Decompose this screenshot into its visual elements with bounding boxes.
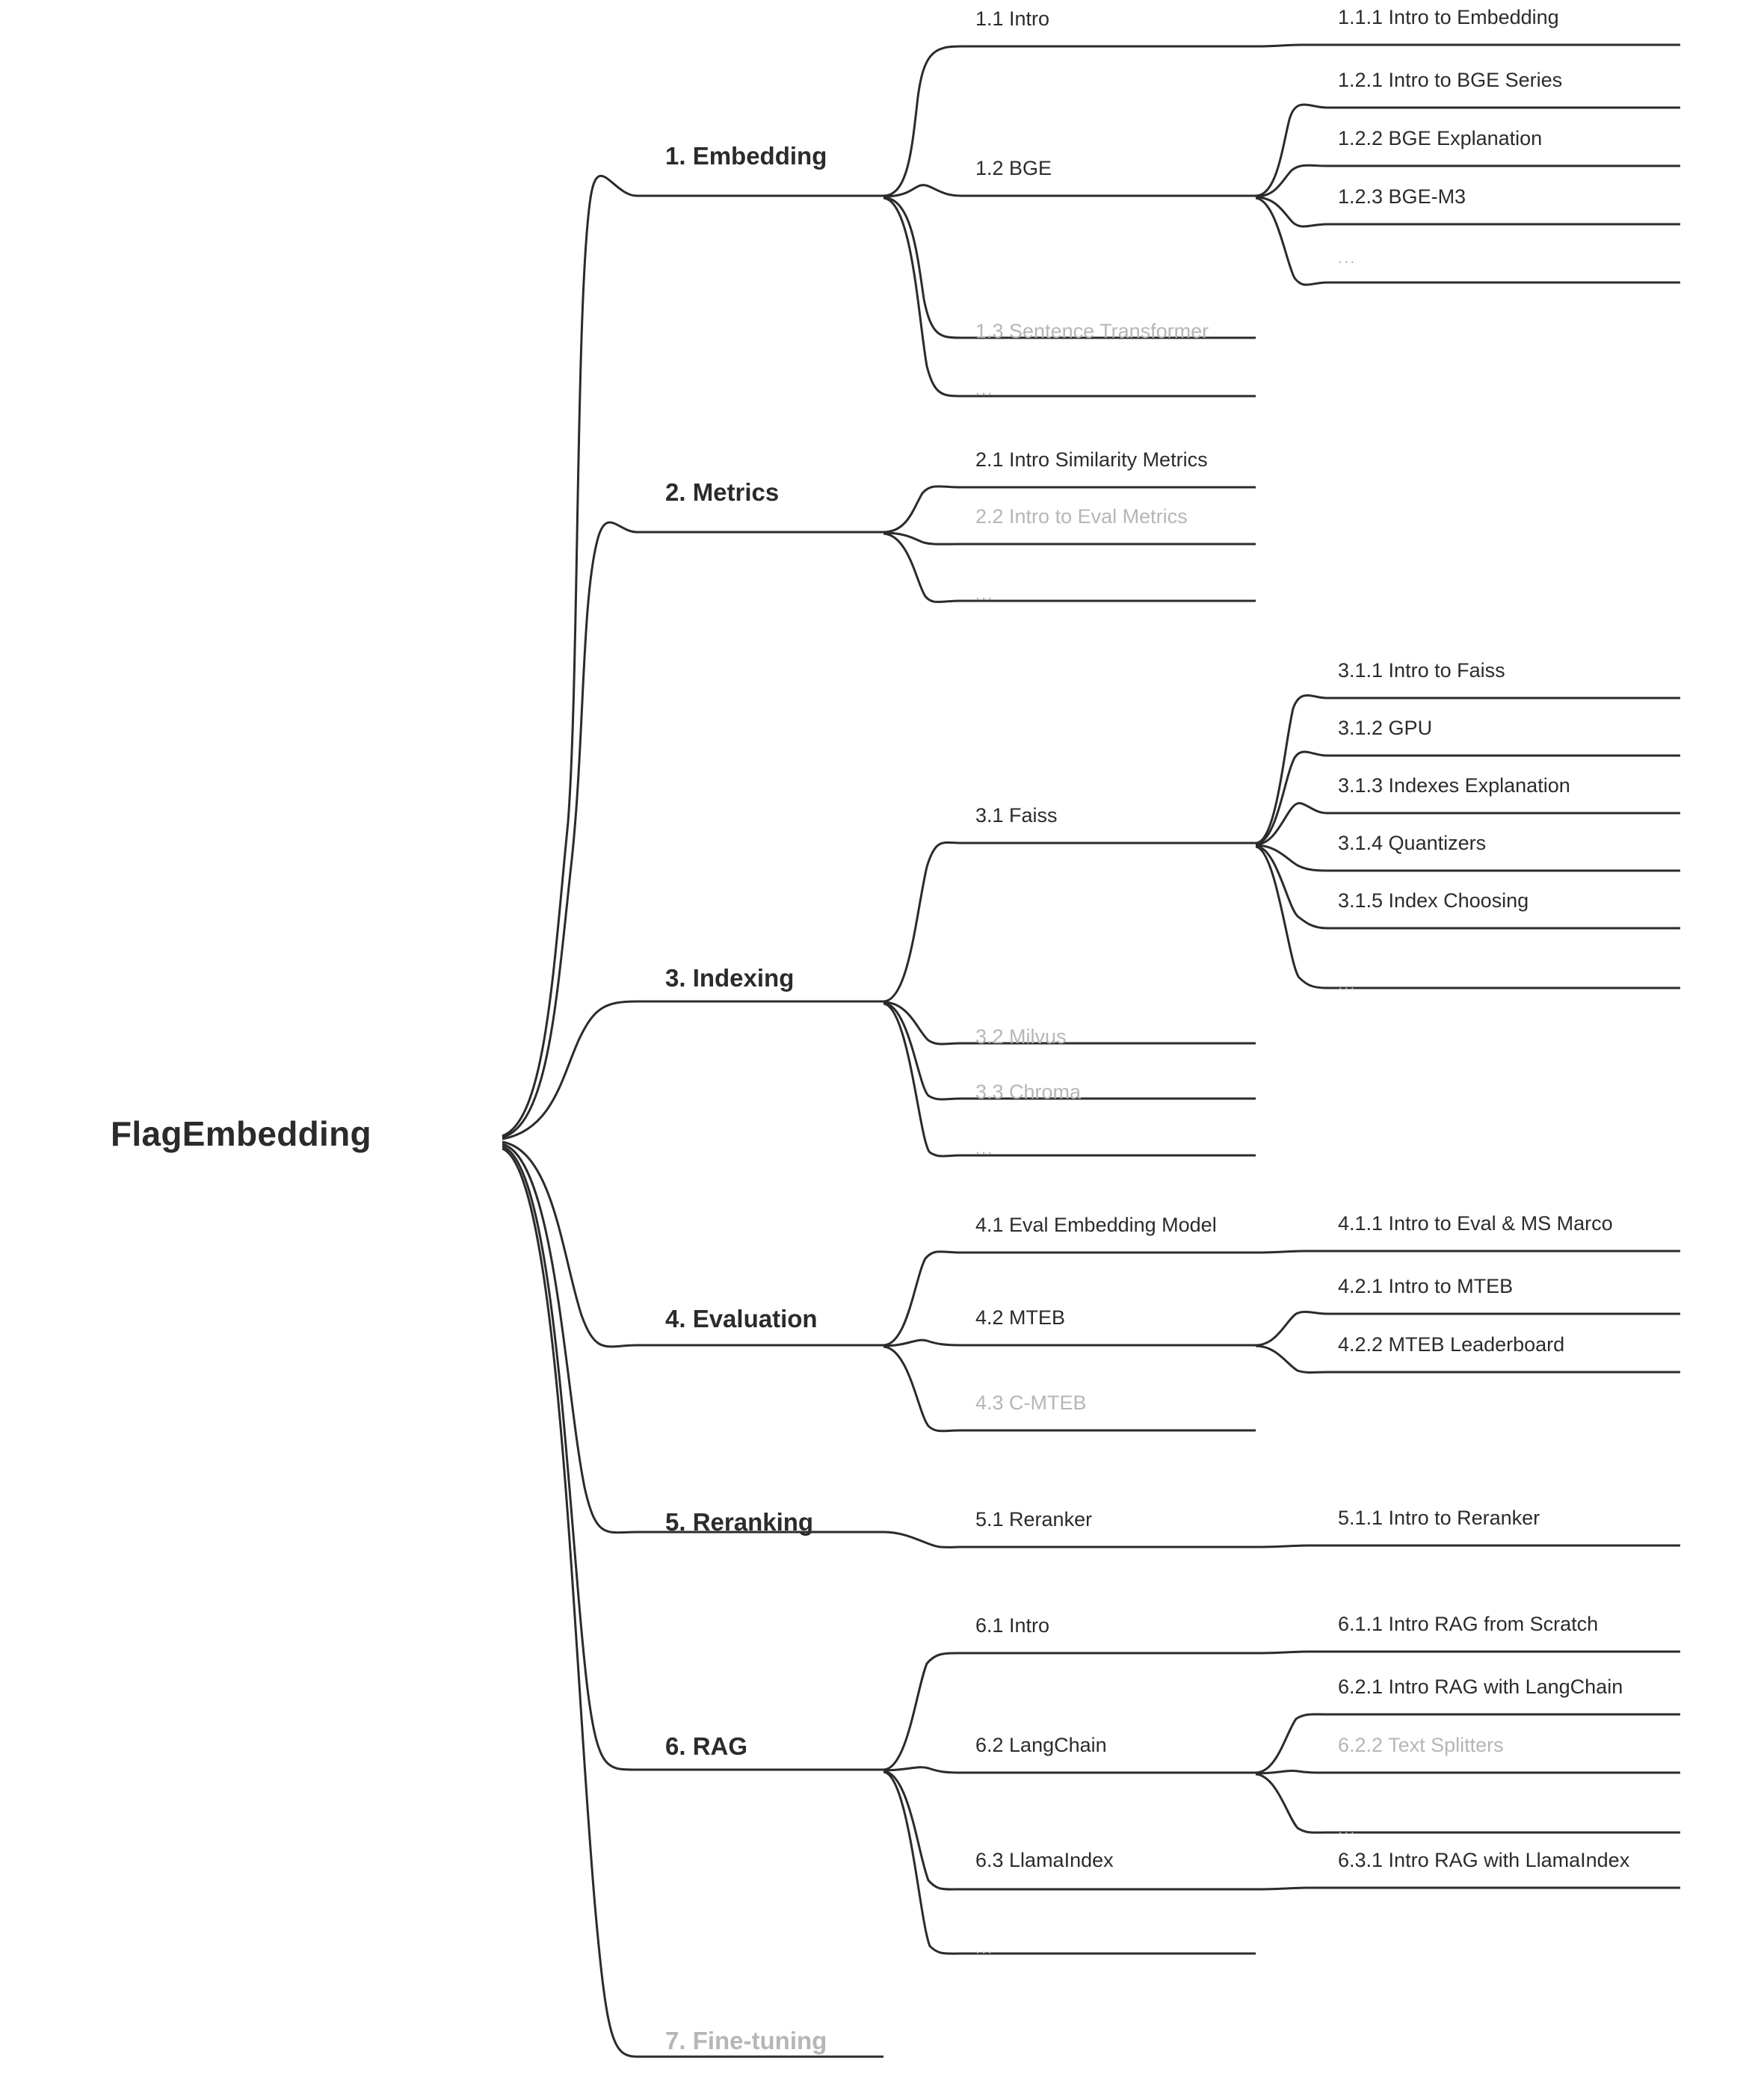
node-label: 3.1 Faiss bbox=[975, 804, 1058, 827]
node-6-more[interactable] bbox=[975, 1939, 993, 1958]
node-3-1-more[interactable] bbox=[1338, 975, 1356, 994]
node-label: 4.2.2 MTEB Leaderboard bbox=[1338, 1333, 1565, 1356]
node-3-1-4-quantizers[interactable] bbox=[1338, 832, 1486, 855]
node-2-1-intro-similarity-metrics[interactable] bbox=[975, 448, 1208, 472]
node-label: 3.2 Milvus bbox=[975, 1025, 1067, 1048]
node-label: ... bbox=[1338, 975, 1357, 993]
branch-label: 1. Embedding bbox=[665, 142, 827, 170]
node-1-2-2-bge-explanation[interactable] bbox=[1338, 127, 1542, 150]
node-label: 4.3 C-MTEB bbox=[975, 1392, 1087, 1414]
node-3-2-milvus[interactable] bbox=[975, 1025, 1067, 1049]
node-label: 1.1.1 Intro to Embedding bbox=[1338, 6, 1559, 28]
node-label: 6.1.1 Intro RAG from Scratch bbox=[1338, 1613, 1599, 1635]
node-1-3-sentence-transformer[interactable] bbox=[975, 320, 1209, 343]
node-3-1-faiss[interactable] bbox=[975, 804, 1058, 827]
node-1-1-1-intro-to-embedding[interactable] bbox=[1338, 6, 1559, 29]
branch-label: 2. Metrics bbox=[665, 478, 780, 506]
node-label: ... bbox=[1338, 248, 1357, 267]
node-4-3-c-mteb[interactable] bbox=[975, 1392, 1087, 1415]
node-2-2-intro-to-eval-metrics[interactable] bbox=[975, 505, 1188, 528]
node-label: 4.2 MTEB bbox=[975, 1306, 1066, 1329]
node-1-1-intro[interactable] bbox=[975, 7, 1049, 31]
node-label: 1.2.1 Intro to BGE Series bbox=[1338, 69, 1563, 91]
branch-node-2-metrics[interactable] bbox=[665, 478, 779, 507]
branch-label: 7. Fine-tuning bbox=[665, 2027, 827, 2054]
node-6-1-1-intro-rag-from-scratch[interactable] bbox=[1338, 1613, 1598, 1636]
node-label: 6.2.1 Intro RAG with LangChain bbox=[1338, 1676, 1623, 1698]
node-1-2-3-bge-m3[interactable] bbox=[1338, 185, 1466, 209]
node-label: ... bbox=[975, 380, 994, 398]
node-label: 3.1.2 GPU bbox=[1338, 717, 1433, 739]
node-label: 1.3 Sentence Transformer bbox=[975, 320, 1209, 342]
node-4-2-mteb[interactable] bbox=[975, 1306, 1065, 1330]
branch-node-3-indexing[interactable] bbox=[665, 964, 794, 992]
node-label: ... bbox=[975, 1139, 994, 1158]
node-6-3-llamaindex[interactable] bbox=[975, 1849, 1114, 1872]
node-label: 6.2 LangChain bbox=[975, 1734, 1107, 1756]
root-node-label: FlagEmbedding bbox=[111, 1114, 371, 1153]
node-label: 5.1 Reranker bbox=[975, 1508, 1093, 1531]
node-6-1-intro[interactable] bbox=[975, 1614, 1049, 1637]
node-label: 6.2.2 Text Splitters bbox=[1338, 1734, 1504, 1756]
node-6-2-2-text-splitters[interactable] bbox=[1338, 1734, 1504, 1757]
branch-node-5-reranking[interactable] bbox=[665, 1508, 813, 1537]
node-5-1-1-intro-to-reranker[interactable] bbox=[1338, 1507, 1540, 1530]
node-label: 1.1 Intro bbox=[975, 7, 1050, 30]
node-label: 5.1.1 Intro to Reranker bbox=[1338, 1507, 1540, 1529]
node-4-2-2-mteb-leaderboard[interactable] bbox=[1338, 1333, 1564, 1356]
node-3-more[interactable] bbox=[975, 1139, 993, 1158]
node-1-2-1-intro-to-bge-series[interactable] bbox=[1338, 69, 1562, 92]
root-node[interactable] bbox=[111, 1114, 371, 1154]
node-label: 2.2 Intro to Eval Metrics bbox=[975, 505, 1188, 528]
node-2-more[interactable] bbox=[975, 584, 993, 604]
node-5-1-reranker[interactable] bbox=[975, 1508, 1092, 1531]
node-6-3-1-intro-rag-with-llamaindex[interactable] bbox=[1338, 1849, 1629, 1872]
node-label: 3.1.5 Index Choosing bbox=[1338, 889, 1529, 912]
node-label: 3.3 Chroma bbox=[975, 1081, 1082, 1103]
branch-node-6-rag[interactable] bbox=[665, 1732, 747, 1761]
node-label: 3.1.1 Intro to Faiss bbox=[1338, 659, 1505, 682]
node-label: 4.1 Eval Embedding Model bbox=[975, 1214, 1217, 1236]
node-3-1-3-indexes-explanation[interactable] bbox=[1338, 774, 1570, 797]
node-3-1-2-gpu[interactable] bbox=[1338, 717, 1432, 740]
node-label: 6.1 Intro bbox=[975, 1614, 1050, 1637]
node-6-2-more[interactable] bbox=[1338, 1819, 1356, 1838]
branch-node-7-fine-tuning[interactable] bbox=[665, 2027, 827, 2055]
node-label: 6.3.1 Intro RAG with LlamaIndex bbox=[1338, 1849, 1630, 1871]
node-label: 1.2.3 BGE-M3 bbox=[1338, 185, 1466, 208]
node-label: 4.2.1 Intro to MTEB bbox=[1338, 1275, 1514, 1297]
node-label: ... bbox=[975, 1939, 994, 1957]
node-label: ... bbox=[1338, 1819, 1357, 1838]
node-1-2-more[interactable] bbox=[1338, 248, 1356, 268]
branch-label: 5. Reranking bbox=[665, 1508, 814, 1536]
node-3-1-5-index-choosing[interactable] bbox=[1338, 889, 1529, 912]
node-label: 4.1.1 Intro to Eval & MS Marco bbox=[1338, 1212, 1613, 1235]
node-label: 2.1 Intro Similarity Metrics bbox=[975, 448, 1208, 471]
node-4-1-eval-embedding-model[interactable] bbox=[975, 1214, 1217, 1237]
node-1-more[interactable] bbox=[975, 380, 993, 399]
node-label: 1.2.2 BGE Explanation bbox=[1338, 127, 1543, 149]
node-4-1-1-intro-to-eval-and-ms-marco[interactable] bbox=[1338, 1212, 1613, 1235]
branch-node-1-embedding[interactable] bbox=[665, 142, 827, 170]
node-1-2-bge[interactable] bbox=[975, 157, 1052, 180]
node-label: 6.3 LlamaIndex bbox=[975, 1849, 1114, 1871]
branch-label: 6. RAG bbox=[665, 1732, 748, 1760]
branch-node-4-evaluation[interactable] bbox=[665, 1305, 818, 1333]
node-3-1-1-intro-to-faiss[interactable] bbox=[1338, 659, 1505, 682]
node-6-2-langchain[interactable] bbox=[975, 1734, 1107, 1757]
node-label: 3.1.4 Quantizers bbox=[1338, 832, 1487, 854]
node-6-2-1-intro-rag-with-langchain[interactable] bbox=[1338, 1676, 1623, 1699]
branch-label: 4. Evaluation bbox=[665, 1305, 818, 1332]
node-3-3-chroma[interactable] bbox=[975, 1081, 1081, 1104]
node-label: 3.1.3 Indexes Explanation bbox=[1338, 774, 1570, 797]
node-label: 1.2 BGE bbox=[975, 157, 1052, 179]
node-label: ... bbox=[975, 584, 994, 603]
branch-label: 3. Indexing bbox=[665, 964, 795, 992]
node-4-2-1-intro-to-mteb[interactable] bbox=[1338, 1275, 1513, 1298]
